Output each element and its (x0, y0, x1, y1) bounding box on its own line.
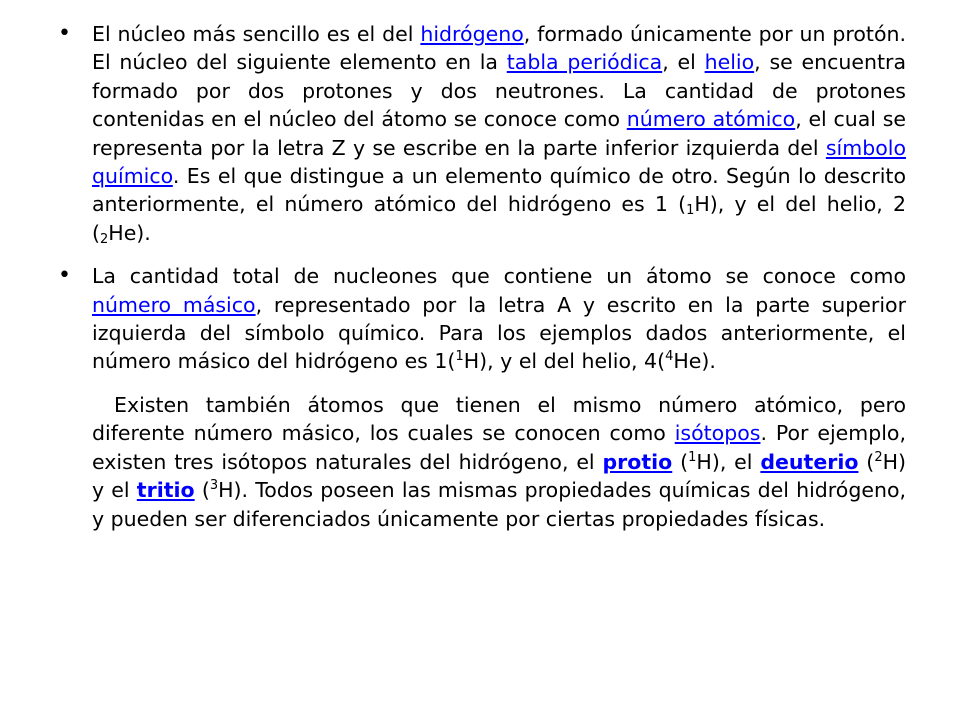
link-deuterio[interactable]: deuterio (760, 449, 859, 474)
superscript: 1 (688, 449, 697, 465)
text-run: H). Todos poseen las mismas propiedades químicas del hidrógeno, y pueden ser diferenciados únicamente por ciertas propiedades físicas. (92, 478, 907, 531)
text-run: ( (858, 449, 875, 474)
text-run: , representado por la letra A y escrito en la parte superior izquierda del símbolo químico. Para los ejemplos dados anteriormente, el número másico del hidrógeno es 1( (92, 292, 906, 374)
item-isotopes (58, 391, 906, 533)
text-run: He). (108, 220, 151, 245)
subscript: 1 (686, 203, 695, 219)
link-protio[interactable]: protio (602, 449, 673, 474)
link-helio[interactable]: helio (704, 50, 755, 75)
text-run: La cantidad total de nucleones que contiene un átomo se conoce como (92, 264, 906, 289)
superscript: 3 (209, 478, 219, 494)
superscript: 2 (874, 449, 883, 465)
bullet-icon: • (58, 21, 71, 46)
superscript: 1 (455, 349, 464, 365)
text-run: H), y el del helio, 2 ( (92, 192, 906, 245)
text-run: , formado únicamente por un protón. El núcleo del siguiente elemento en la (92, 22, 906, 75)
link-isotopos[interactable]: isótopos (674, 421, 761, 446)
text-run: . Es el que distingue a un elemento químico de otro. Según lo descrito anteriormente, el número atómico del hidrógeno es 1 ( (92, 164, 906, 217)
link-tabla-periodica[interactable]: tabla periódica (506, 50, 663, 75)
paragraph-isotopes (92, 391, 906, 533)
link-hidrogeno[interactable]: hidrógeno (420, 22, 524, 46)
text-run: Existen también átomos que tienen el mismo número atómico, pero diferente número másico, los cuales se conocen como (92, 392, 906, 446)
link-tritio[interactable]: tritio (136, 478, 195, 503)
bullet-icon: • (58, 263, 71, 289)
link-simbolo-quimico[interactable]: símbolo químico (92, 135, 906, 189)
text-run: , el cual se representa por la letra Z y se escribe en la parte inferior izquierda del (92, 107, 907, 160)
text-run: . Por ejemplo, existen tres isótopos naturales del hidrógeno, el (92, 421, 906, 474)
paragraph-mass-number (92, 262, 906, 376)
subscript: 2 (100, 231, 109, 247)
text-run: El núcleo más sencillo es el del (92, 22, 421, 46)
text-run: He). (673, 349, 716, 374)
text-run: , el (662, 50, 705, 75)
text-run: H), y el del helio, 4( (463, 349, 666, 374)
text-run: ( (672, 449, 689, 474)
text-run: , se encuentra formado por dos protones y dos neutrones. La cantidad de protones contenidas en el núcleo del átomo se conoce como (92, 50, 907, 132)
link-numero-atomico[interactable]: número atómico (626, 107, 796, 132)
link-numero-masico[interactable]: número másico (92, 292, 256, 317)
superscript: 4 (665, 349, 674, 365)
slide-body (58, 20, 906, 533)
bullet-item-mass-number (58, 262, 906, 376)
paragraph-atomic-number (92, 20, 906, 247)
text-run: H), el (696, 449, 761, 474)
text-run: ( (194, 478, 210, 503)
spacer (58, 247, 906, 262)
spacer (58, 376, 906, 391)
bullet-item-nucleus (58, 20, 906, 247)
text-run: H) y el (92, 449, 907, 503)
